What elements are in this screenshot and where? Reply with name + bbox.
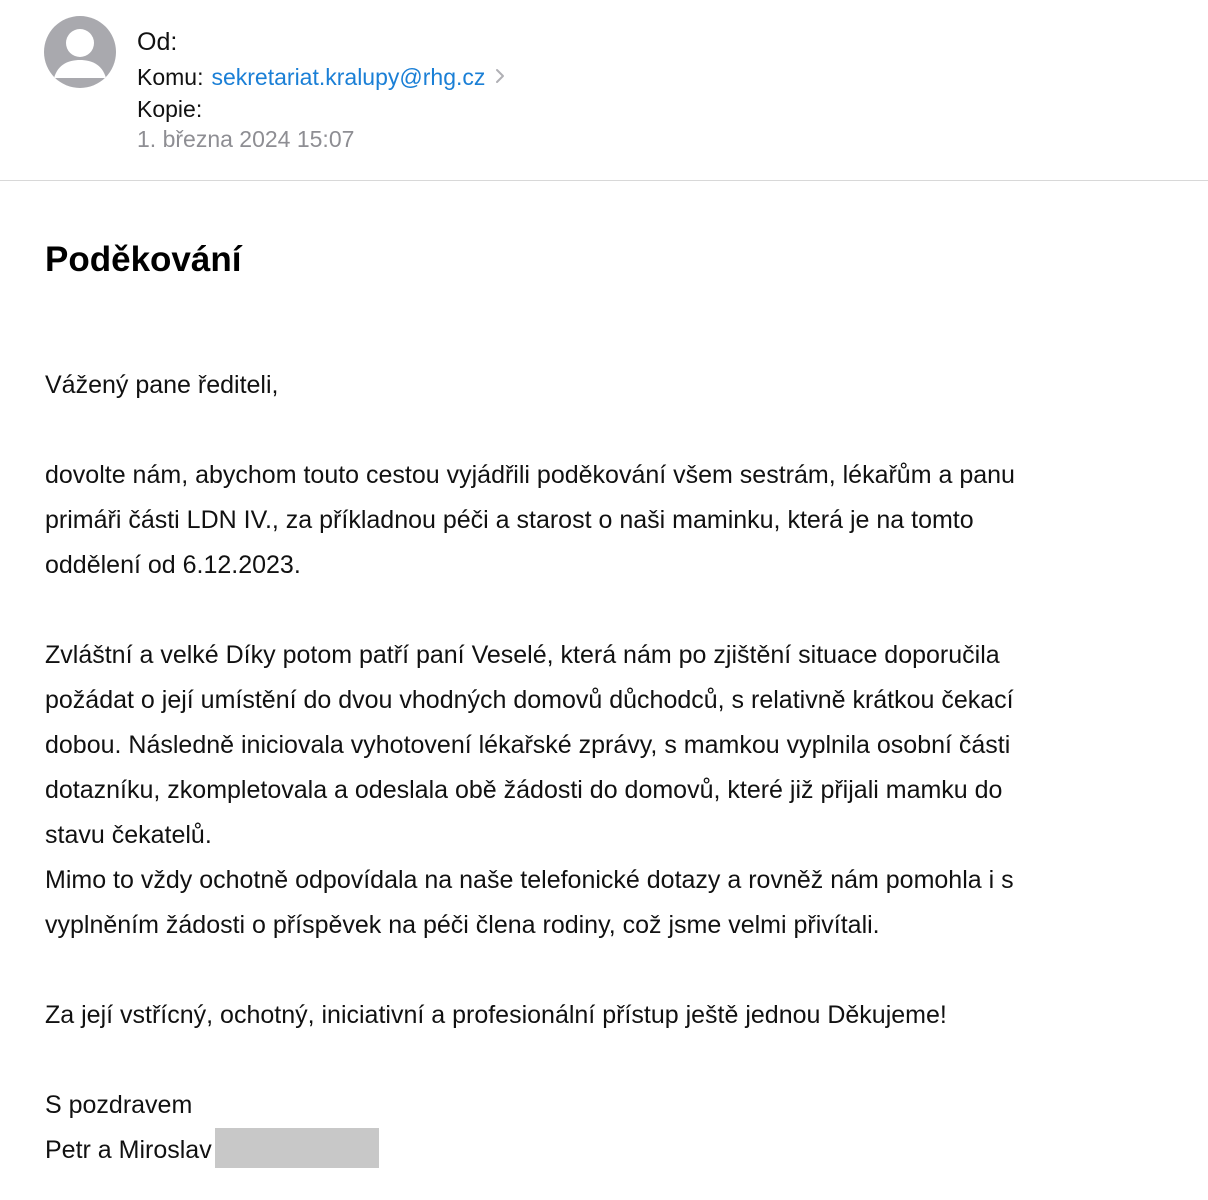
message-subject: Poděkování — [45, 240, 242, 279]
message-body — [45, 363, 1175, 1173]
body-line: primáři části LDN IV., za příkladnou péči a starost o naši maminku, která je na tomto — [45, 506, 974, 534]
from-row — [137, 28, 177, 57]
body-line: oddělení od 6.12.2023. — [45, 551, 301, 579]
body-line: dovolte nám, abychom touto cestou vyjádřili poděkování všem sestrám, lékařům a panu — [45, 461, 1015, 489]
person-icon — [44, 16, 116, 88]
recipient-address[interactable]: sekretariat.kralupy@rhg.cz — [211, 64, 486, 90]
from-label: Od: — [137, 28, 178, 56]
cc-label: Kopie: — [137, 96, 203, 122]
body-line: požádat o její umístění do dvou vhodných domovů důchodců, s relativně krátkou čekací — [45, 686, 1014, 714]
body-line: stavu čekatelů. — [45, 821, 212, 849]
to-row — [137, 64, 505, 92]
redacted-surname — [215, 1128, 379, 1168]
thanks-line: Za její vstřícný, ochotný, iniciativní a profesionální přístup ještě jednou Děkujeme! — [45, 1001, 947, 1029]
greeting: Vážený pane řediteli, — [45, 371, 279, 399]
signature: Petr a Miroslav — [45, 1136, 212, 1164]
message-header — [0, 0, 1208, 181]
chevron-right-icon[interactable] — [495, 63, 505, 90]
body-line: dobou. Následně iniciovala vyhotovení lékařské zprávy, s mamkou vyplnila osobní části — [45, 731, 1011, 759]
body-line: Mimo to vždy ochotně odpovídala na naše telefonické dotazy a rovněž nám pomohla i s — [45, 866, 1014, 894]
message-date: 1. března 2024 15:07 — [137, 126, 355, 152]
to-label: Komu: — [137, 64, 204, 90]
closing: S pozdravem — [45, 1091, 193, 1119]
body-line: vyplněním žádosti o příspěvek na péči člena rodiny, což jsme velmi přivítali. — [45, 911, 880, 939]
body-line: dotazníku, zkompletovala a odeslala obě žádosti do domovů, které již přijali mamku do — [45, 776, 1003, 804]
cc-row — [137, 96, 202, 123]
signature-row — [45, 1128, 1175, 1173]
body-line: Zvláštní a velké Díky potom patří paní Veselé, která nám po zjištění situace doporučila — [45, 641, 1000, 669]
sender-avatar[interactable] — [44, 16, 116, 88]
